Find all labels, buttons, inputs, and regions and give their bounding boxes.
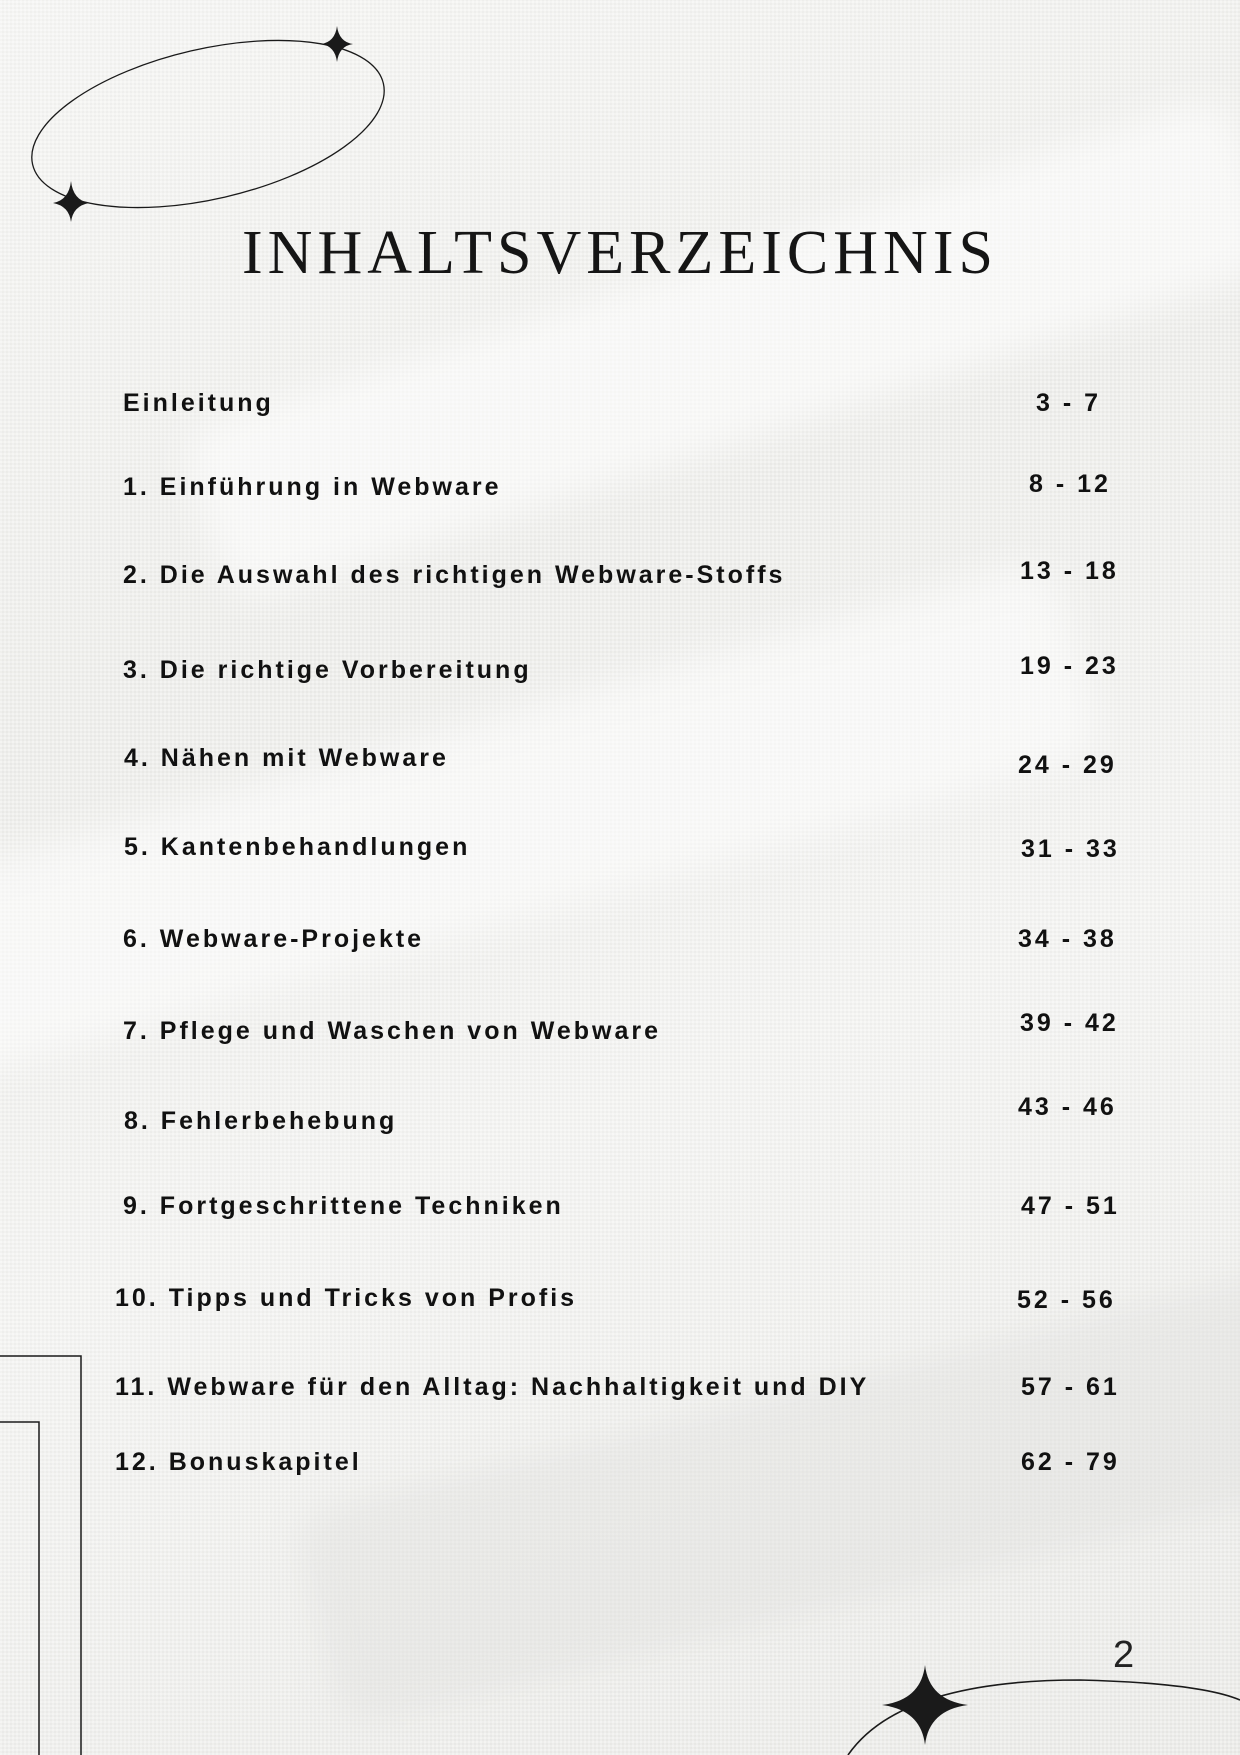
toc-entry-label: 4. Nähen mit Webware bbox=[124, 744, 449, 772]
toc-entry-pages: 57 - 61 bbox=[1021, 1373, 1120, 1401]
toc-entry-label: 6. Webware-Projekte bbox=[123, 925, 425, 953]
toc-entry-label: 8. Fehlerbehebung bbox=[124, 1107, 398, 1135]
arc-ornament bbox=[848, 1680, 1240, 1755]
toc-entry-label: 10. Tipps und Tricks von Profis bbox=[115, 1284, 578, 1312]
toc-entry-pages: 34 - 38 bbox=[1018, 925, 1117, 953]
toc-entry-pages: 62 - 79 bbox=[1021, 1448, 1120, 1476]
toc-entry-label: 7. Pflege und Waschen von Webware bbox=[123, 1017, 661, 1045]
toc-entry-pages: 24 - 29 bbox=[1018, 751, 1117, 779]
toc-entry-pages: 43 - 46 bbox=[1018, 1093, 1117, 1121]
frame-ornament bbox=[0, 1356, 81, 1755]
toc-entry-label: Einleitung bbox=[123, 389, 274, 417]
page-number: 2 bbox=[1113, 1634, 1135, 1676]
toc-entry-pages: 19 - 23 bbox=[1020, 652, 1119, 680]
toc-entry-label: 1. Einführung in Webware bbox=[123, 473, 502, 501]
toc-entry-label: 9. Fortgeschrittene Techniken bbox=[123, 1192, 564, 1220]
toc-entry-pages: 13 - 18 bbox=[1020, 557, 1119, 585]
toc-entry-pages: 39 - 42 bbox=[1020, 1009, 1119, 1037]
toc-entry-pages: 47 - 51 bbox=[1021, 1192, 1120, 1220]
page-title: INHALTSVERZEICHNIS bbox=[242, 219, 998, 287]
toc-entry-pages: 3 - 7 bbox=[1036, 389, 1102, 417]
toc-entry-pages: 8 - 12 bbox=[1029, 470, 1111, 498]
toc-entry-label: 2. Die Auswahl des richtigen Webware-Stoffs bbox=[123, 561, 786, 589]
toc-entry-label: 3. Die richtige Vorbereitung bbox=[123, 656, 532, 684]
sparkle-icon bbox=[53, 181, 89, 222]
toc-entry-label: 12. Bonuskapitel bbox=[115, 1448, 362, 1476]
sparkle-icon bbox=[321, 26, 353, 62]
toc-entry-pages: 52 - 56 bbox=[1017, 1286, 1116, 1314]
toc-entry-pages: 31 - 33 bbox=[1021, 835, 1120, 863]
frame-ornament bbox=[0, 1422, 39, 1755]
sparkle-icon bbox=[882, 1665, 968, 1745]
toc-entry-label: 11. Webware für den Alltag: Nachhaltigkeit und DIY bbox=[115, 1373, 870, 1401]
toc-entry-label: 5. Kantenbehandlungen bbox=[124, 833, 471, 861]
